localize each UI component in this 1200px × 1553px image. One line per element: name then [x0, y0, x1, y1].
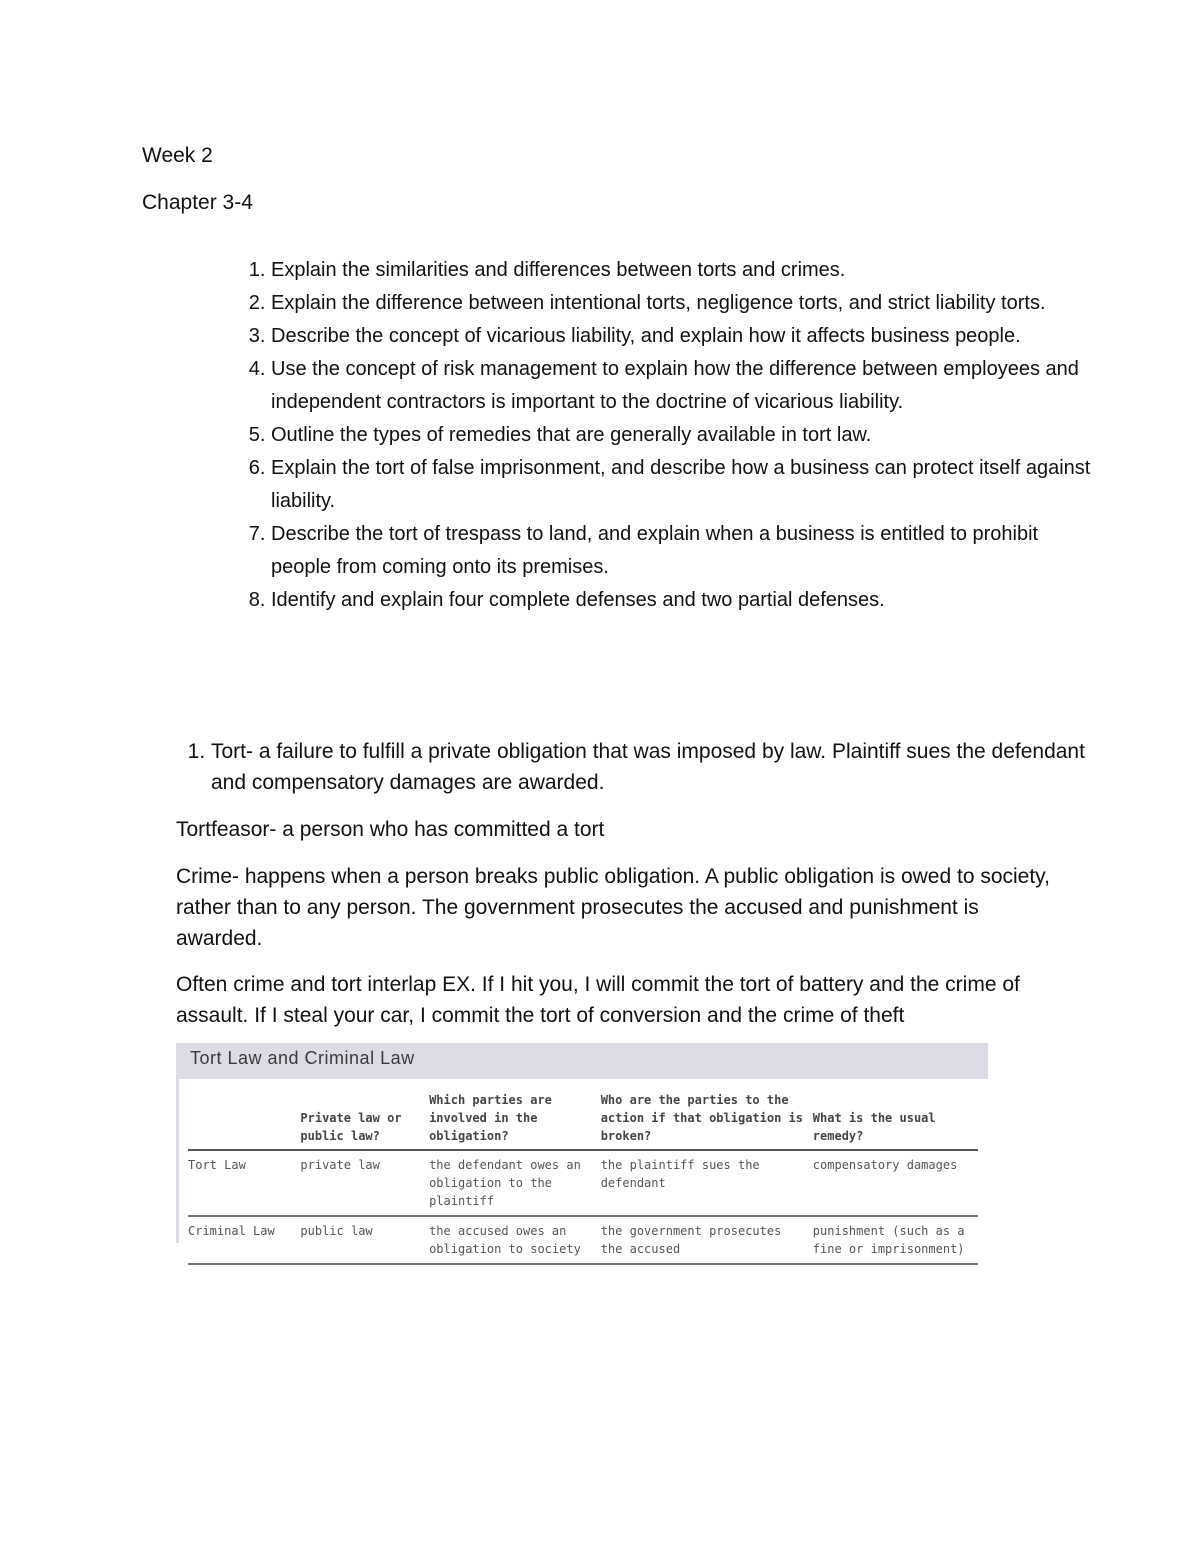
tortfeasor-paragraph: Tortfeasor- a person who has committed a tort	[176, 818, 605, 841]
interlap-paragraph: Often crime and tort interlap EX. If I hit you, I will commit the tort of battery and the crime of assault. If I steal your car, I commit the tort of conversion and the crime of theft	[176, 973, 1020, 1027]
table-left-rule	[176, 1079, 179, 1243]
table-cell: the government prosecutes the accused	[601, 1216, 813, 1264]
table-title-bar	[176, 1043, 988, 1079]
objective-item: 3. Describe the concept of vicarious liability, and explain how it affects business people.	[271, 320, 1091, 353]
table-cell: the accused owes an obligation to society	[429, 1216, 601, 1264]
table-header-cell: Which parties are involved in the obligation?	[429, 1091, 601, 1150]
tort-criminal-law-table-figure	[176, 1043, 988, 1256]
crime-paragraph: Crime- happens when a person breaks public obligation. A public obligation is owed to society, rather than to any person. The government prosecutes the accused and punishment is awarded.	[176, 865, 1050, 950]
table-row	[188, 1216, 978, 1264]
objective-item: 7. Describe the tort of trespass to land, and explain when a business is entitled to prohibit people from coming onto its premises.	[271, 518, 1091, 584]
table-header-cell	[188, 1091, 300, 1150]
table-header-row	[188, 1091, 978, 1150]
answer-list	[176, 736, 1091, 798]
table-cell: public law	[300, 1216, 429, 1264]
table-cell: the plaintiff sues the defendant	[601, 1150, 813, 1216]
learning-objectives-list	[230, 254, 1091, 617]
table-header-cell: Who are the parties to the action if that obligation is broken?	[601, 1091, 813, 1150]
table-cell: the defendant owes an obligation to the plaintiff	[429, 1150, 601, 1216]
objective-item: 5. Outline the types of remedies that are generally available in tort law.	[271, 419, 1091, 452]
comparison-table	[188, 1091, 978, 1265]
table-header-cell: What is the usual remedy?	[813, 1091, 978, 1150]
table-cell: Tort Law	[188, 1150, 300, 1216]
objective-item: 8. Identify and explain four complete defenses and two partial defenses.	[271, 584, 1091, 617]
objective-item: 1. Explain the similarities and differences between torts and crimes.	[271, 254, 1091, 287]
answer-item: 1. Tort- a failure to fulfill a private obligation that was imposed by law. Plaintiff sues the defendant and compensatory damages are awarded.	[211, 736, 1091, 798]
table-cell: private law	[300, 1150, 429, 1216]
table-row	[188, 1150, 978, 1216]
table-cell: compensatory damages	[813, 1150, 978, 1216]
table-title: Tort Law and Criminal Law	[190, 1048, 415, 1068]
table-cell: Criminal Law	[188, 1216, 300, 1264]
objective-item: 4. Use the concept of risk management to explain how the difference between employees and independent contractors is important to the doctrine of vicarious liability.	[271, 353, 1091, 419]
table-header-cell: Private law or public law?	[300, 1091, 429, 1150]
objective-item: 2. Explain the difference between intentional torts, negligence torts, and strict liability torts.	[271, 287, 1091, 320]
week-heading: Week 2	[142, 144, 213, 167]
chapter-heading: Chapter 3-4	[142, 191, 253, 214]
table-cell: punishment (such as a fine or imprisonment)	[813, 1216, 978, 1264]
objective-item: 6. Explain the tort of false imprisonment, and describe how a business can protect itself against liability.	[271, 452, 1091, 518]
